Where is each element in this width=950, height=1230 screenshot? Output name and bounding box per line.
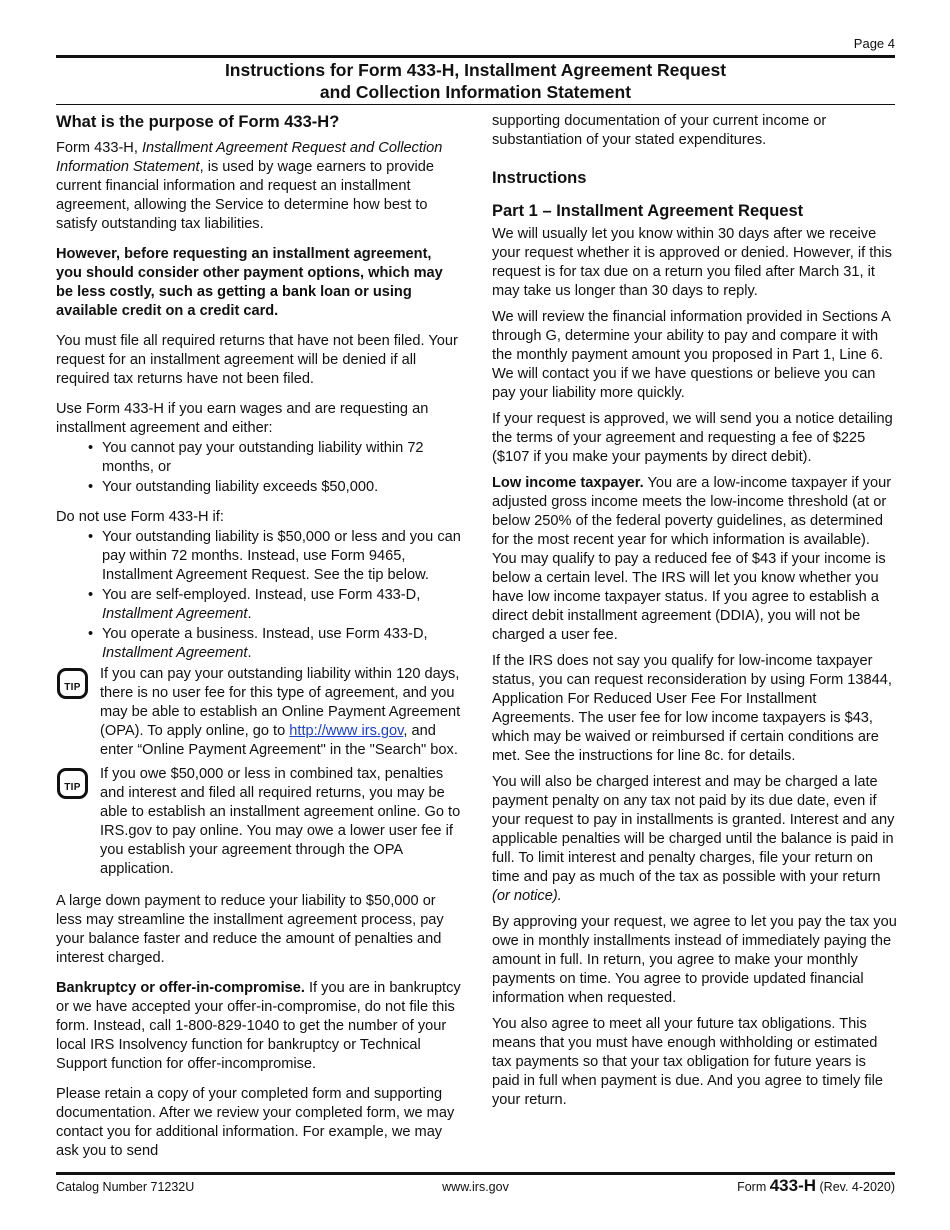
future-obligations-paragraph: You also agree to meet all your future tax obligations. This means that you must have enough withholding or estimated tax payments so that your tax obligation for future years is paid in full when payment is due. And you agree to timely file your return. (492, 1016, 884, 1108)
do-not-use-list (56, 528, 461, 663)
response-time-paragraph: We will usually let you know within 30 days after we receive your request whether it is approved or denied. However, if this request is for tax due on a return you filed after March 31, it may take us longer than 30 days to reply. (492, 226, 892, 299)
reconsideration-paragraph: If the IRS does not say you qualify for low-income taxpayer status, you can request reconsideration by using Form 13844, Application For Reduced User Fee For Installment Agreements. The user fee for low income taxpayers is $43, which may be waived or reimbursed if certain conditions are met. See the instructions for line 8c. for details. (492, 653, 892, 764)
title-rule (56, 104, 895, 105)
continued-paragraph: supporting documentation of your current income or substantiation of your stated expenditures. (492, 113, 827, 148)
list-item: • You are self-employed. Instead, use Form 433-D, Installment Agreement. (102, 586, 461, 624)
irs-website-link[interactable]: http://www irs.gov (289, 723, 404, 739)
low-income-paragraph: Low income taxpayer. You are a low-income taxpayer if your adjusted gross income meets the low-income threshold (at or below 250% of the federal poverty guidelines, as determined for the most recent year for which information is available). You may qualify to pay a reduced fee of $43 if your income is below a certain level. The IRS will let you know whether you have low income taxpayer status. If you agree to establish a direct debit installment agreement (DDIA), you will not be charged a user fee. (492, 475, 892, 643)
footer-website: www.irs.gov (442, 1180, 509, 1194)
instructions-heading: Instructions (492, 169, 587, 187)
interest-penalty-paragraph: You will also be charged interest and may be charged a late payment penalty on any tax not paid by its due date, even if your request to pay in installments is granted. Interest and any applicable penalties will be charged until the balance is paid in full. To limit interest and penalty charges, file your return on time and pay as much of the tax as possible with your return (or notice). (492, 774, 895, 904)
do-not-use-paragraph: Do not use Form 433-H if: (56, 509, 224, 525)
retain-copy-paragraph: Please retain a copy of your completed form and supporting documentation. After we review your completed form, we may contact you for additional information. For example, we may ask you to send (56, 1086, 455, 1159)
approval-fee-paragraph: If your request is approved, we will send you a notice detailing the terms of your agreement and requesting a fee of $225 ($107 if you make your payments by direct debit). (492, 411, 893, 465)
page-number: Page 4 (853, 36, 895, 51)
bottom-rule (56, 1172, 895, 1175)
title-line-1: Instructions for Form 433-H, Installment Agreement Request (224, 60, 727, 80)
list-item: • You operate a business. Instead, use Form 433-D, Installment Agreement. (102, 625, 461, 663)
left-column (56, 112, 461, 1172)
right-column (492, 112, 897, 1121)
purpose-heading: What is the purpose of Form 433-H? (56, 113, 340, 131)
list-item: • Your outstanding liability is $50,000 or less and you can pay within 72 months. Instead, use Form 9465, Installment Agreement Request. See the tip below. (102, 528, 461, 585)
use-form-paragraph: Use Form 433-H if you earn wages and are requesting an installment agreement and either: (56, 401, 429, 436)
down-payment-paragraph: A large down payment to reduce your liability to $50,000 or less may streamline the installment agreement process, pay your balance faster and reduce the amount of penalties and interest charged. (56, 893, 444, 966)
page-title (56, 59, 895, 103)
tip-online-installment: TIP If you owe $50,000 or less in combined tax, penalties and interest and filed all required returns, you may be able to establish an installment agreement online. Go to IRS.gov to pay online. You may owe a lower user fee if you establish your agreement through the OPA application. (56, 765, 461, 879)
document-page (56, 0, 895, 1230)
tip-online-payment: TIP If you can pay your outstanding liability within 120 days, there is no user fee for this type of agreement, and you may be able to establish an Online Payment Agreement (OPA). To apply online, go to http://www irs.gov, and enter “Online Payment Agreement" in the "Search" box. (56, 665, 461, 760)
title-line-2: and Collection Information Statement (319, 82, 632, 102)
approval-agreement-paragraph: By approving your request, we agree to let you pay the tax you owe in monthly installments instead of immediately paying the amount in full. In return, you agree to make your monthly payments on time. You agree to provide updated financial information when requested. (492, 914, 897, 1006)
top-rule (56, 55, 895, 58)
catalog-number: Catalog Number 71232U (56, 1180, 195, 1194)
tip-icon: TIP (57, 668, 88, 699)
tip-icon: TIP (57, 768, 88, 799)
bankruptcy-paragraph: Bankruptcy or offer-in-compromise. If you are in bankruptcy or we have accepted your offer-in-compromise, do not file this form. Instead, call 1-800-829-1040 to get the number of your local IRS Insolvency function for bankruptcy or Technical Support function for offer-incompromise. (56, 980, 461, 1072)
required-returns-paragraph: You must file all required returns that have not been filed. Your request for an installment agreement will be denied if all required tax returns have not been filed. (56, 333, 458, 387)
list-item: • Your outstanding liability exceeds $50,000. (102, 478, 461, 497)
purpose-paragraph: Form 433-H, Installment Agreement Request and Collection Information Statement, is used by wage earners to provide current financial information and request an installment agreement, allowing the Service to determine how best to satisfy outstanding tax liabilities. (56, 140, 443, 232)
use-form-list (56, 439, 461, 497)
list-item: • You cannot pay your outstanding liability within 72 months, or (102, 439, 461, 477)
part1-heading: Part 1 – Installment Agreement Request (492, 202, 804, 220)
review-paragraph: We will review the financial information provided in Sections A through G, determine your ability to pay and compare it with the monthly payment amount you proposed in Part 1, Line 6. We will contact you if we have questions or believe you can pay your liability more quickly. (492, 309, 891, 401)
form-revision: Form 433-H (Rev. 4-2020) (737, 1176, 895, 1195)
payment-options-warning: However, before requesting an installment agreement, you should consider other payment options, which may be less costly, such as getting a bank loan or using available credit on a credit card. (56, 246, 443, 319)
